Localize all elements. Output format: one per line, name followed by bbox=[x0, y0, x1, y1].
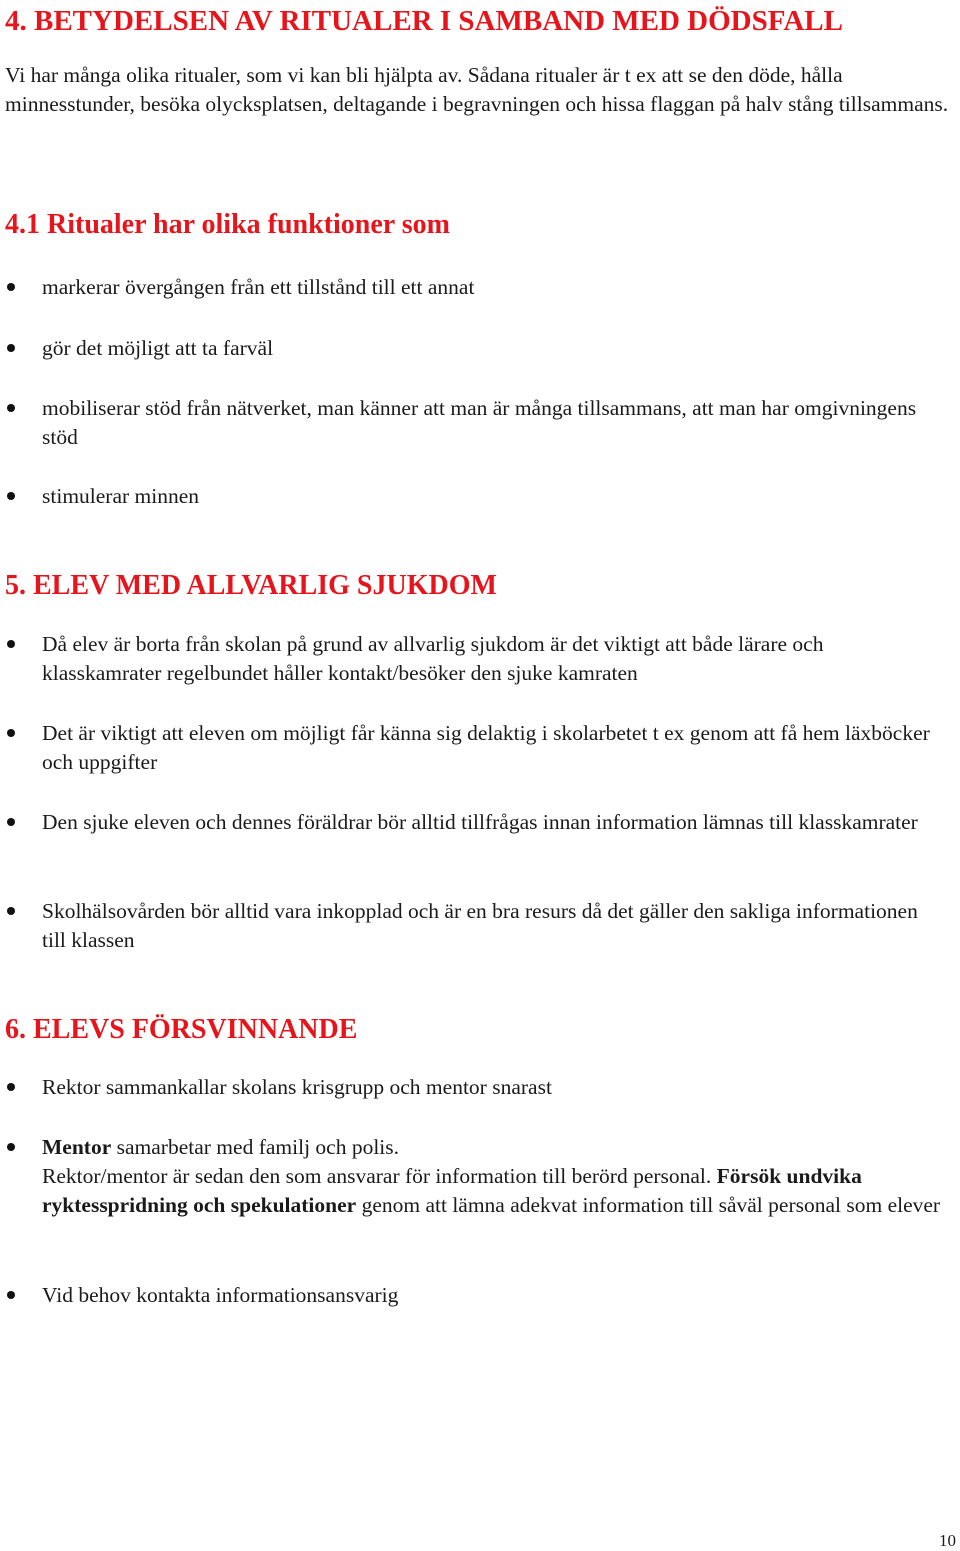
bold-emphasis-text: Försök undvika ryktesspridning och spekulationer bbox=[42, 1164, 862, 1217]
section-6-heading: 6. ELEVS FÖRSVINNANDE bbox=[5, 1014, 358, 1045]
list-item-text: Då elev är borta från skolan på grund av allvarlig sjukdom är det viktigt att både lärare och klasskamrater regelbundet håller kontakt/besöker den sjuke kamraten bbox=[42, 632, 824, 685]
list-item-text: Den sjuke eleven och dennes föräldrar bör alltid tillfrågas innan information lämnas till klasskamrater bbox=[42, 810, 918, 834]
bullet-icon bbox=[7, 344, 15, 352]
page-number: 10 bbox=[939, 1531, 956, 1550]
inline-text: samarbetar med familj och polis. bbox=[111, 1135, 400, 1159]
list-item-text: stimulerar minnen bbox=[42, 484, 200, 508]
list-item-text: mobiliserar stöd från nätverket, man känner att man är många tillsammans, att man har omgivningens stöd bbox=[42, 396, 917, 449]
bullet-icon bbox=[7, 1291, 15, 1299]
bold-lead-text: Mentor bbox=[42, 1135, 112, 1159]
bullet-icon bbox=[7, 1143, 15, 1151]
inline-text: Rektor/mentor är sedan den som ansvarar för information till berörd personal. bbox=[42, 1164, 717, 1188]
bullet-icon bbox=[7, 283, 15, 291]
list-item-text: markerar övergången från ett tillstånd till ett annat bbox=[42, 275, 475, 299]
section-4-1-heading: 4.1 Ritualer har olika funktioner som bbox=[5, 209, 450, 240]
list-item-text bbox=[42, 1133, 947, 1220]
bullet-icon bbox=[7, 729, 15, 737]
list-item-text: Det är viktigt att eleven om möjligt får känna sig delaktig i skolarbetet t ex genom att få hem läxböcker och uppgifter bbox=[42, 721, 930, 774]
list-item-text: Rektor sammankallar skolans krisgrupp och mentor snarast bbox=[42, 1075, 552, 1099]
bullet-icon bbox=[7, 492, 15, 500]
bullet-icon bbox=[7, 404, 15, 412]
list-item-text: gör det möjligt att ta farväl bbox=[42, 336, 274, 360]
section-4-intro: Vi har många olika ritualer, som vi kan bli hjälpta av. Sådana ritualer är t ex att se den döde, hålla minnesstunder, besöka olycksplatsen, deltagande i begravningen och hissa flaggan på halv stång tillsammans. bbox=[5, 63, 949, 116]
bullet-icon bbox=[7, 640, 15, 648]
section-4-heading: 4. BETYDELSEN AV RITUALER I SAMBAND MED DÖDSFALL bbox=[5, 5, 843, 37]
list-item-text: Skolhälsovården bör alltid vara inkopplad och är en bra resurs då det gäller den sakliga informationen till klassen bbox=[42, 899, 918, 952]
inline-text: genom att lämna adekvat information till såväl personal som elever bbox=[356, 1193, 941, 1217]
bullet-icon bbox=[7, 818, 15, 826]
section-5-heading: 5. ELEV MED ALLVARLIG SJUKDOM bbox=[5, 570, 497, 601]
bullet-icon bbox=[7, 1083, 15, 1091]
list-item-text: Vid behov kontakta informationsansvarig bbox=[42, 1283, 399, 1307]
bullet-icon bbox=[7, 907, 15, 915]
